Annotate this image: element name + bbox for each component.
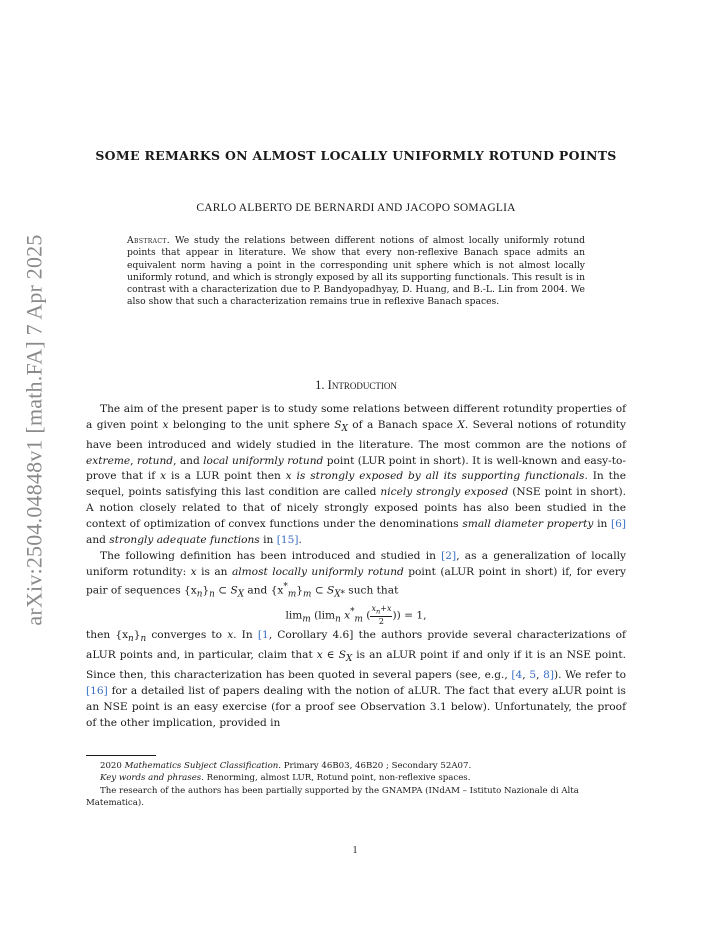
citation-link[interactable]: [4	[511, 669, 523, 682]
display-equation: $\lim_m (\lim_n$ $x^*_m$ ( $\frac{x_n+x}{2}$ )) = 1,	[285, 603, 427, 627]
citation-link[interactable]: [2]	[441, 549, 457, 562]
citation-link[interactable]: [1	[257, 629, 269, 642]
section-title: Introduction	[327, 378, 397, 392]
citation-link[interactable]: [16]	[86, 684, 108, 697]
citation-link[interactable]: 8]	[543, 669, 554, 682]
footnotes	[86, 760, 626, 809]
section-heading	[88, 378, 624, 393]
paragraph-2: The following definition has been introduced and studied in [2], as a generalization of locally uniform rotundity: x is an almost locally uniformly rotund point (aLUR point in short) if, for every pair of sequences $\{x_n\}_n$ ⊂ $S_X$ and $\{x^*_m\}_m$ ⊂ $S_{X*}$ such that	[86, 549, 626, 601]
body-text	[86, 402, 626, 731]
page-number: 1	[352, 845, 358, 856]
abstract-label: Abstract.	[127, 235, 171, 246]
footnote-msc: 2020 Mathematics Subject Classification. Primary 46B03, 46B20 ; Secondary 52A07.	[100, 761, 472, 771]
footnote-keywords: Key words and phrases. Renorming, almost LUR, Rotund point, non-reflexive spaces.	[100, 773, 471, 784]
section-number: 1.	[315, 378, 325, 392]
citation-link[interactable]: [15]	[276, 533, 299, 546]
arxiv-identifier: arXiv:2504.04848v1 [math.FA] 7 Apr 2025	[22, 234, 48, 626]
footnote-divider	[86, 755, 156, 756]
abstract	[127, 235, 585, 309]
paragraph-1: The aim of the present paper is to study some relations between different rotundity properties of a given point x belonging to the unit sphere $S_X$ of a Banach space X. Several notions of rotundity have been introduced and widely studied in the literature. The most common are the notions of extreme, rotund, and local uniformly rotund point (LUR point in short). It is well-known and easy-to-prove that if x is a LUR point then x is strongly exposed by all its supporting functionals. In the sequel, points satisfying this last condition are called nicely strongly exposed (NSE point in short). A notion closely related to that of nicely strongly exposed points has also been studied in the context of optimization of convex functions under the denominations small diameter property in [6] and strongly adequate functions in [15].	[86, 403, 627, 546]
paragraph-3: then $\{x_n\}_n$ converges to x. In [1, Corollary 4.6] the authors provide several characterizations of aLUR points and, in particular, claim that x ∈ $S_X$ is an aLUR point if and only if it is an NSE point. Since then, this characterization has been quoted in several papers (see, e.g., [4, 5, 8]). We refer to [16] for a detailed list of papers dealing with the notion of aLUR. The fact that every aLUR point is an NSE point is an easy exercise (for a proof see Observation 3.1 below). Unfortunately, the proof of the other implication, provided in	[86, 629, 626, 729]
citation-link[interactable]: [6]	[611, 518, 627, 531]
arxiv-side-stamp	[18, 216, 52, 644]
footnote-funding: The research of the authors has been partially supported by the GNAMPA (INdAM – Istituto Nazionale di Alta Matematica).	[86, 785, 579, 808]
citation-link[interactable]: 5	[529, 669, 537, 682]
paper-authors: CARLO ALBERTO DE BERNARDI AND JACOPO SOMAGLIA	[196, 202, 516, 214]
paper-title: SOME REMARKS ON ALMOST LOCALLY UNIFORMLY ROTUND POINTS	[95, 148, 617, 163]
abstract-text: We study the relations between different notions of almost locally uniformly rotund points that appear in literature. We show that every non-reflexive Banach space admits an equivalent norm having a point in the corresponding unit sphere which is not almost locally uniformly rotund, and which is strongly exposed by all its supporting functionals. This result is in contrast with a characterization due to P. Bandyopadhyay, D. Huang, and B.-L. Lin from 2004. We also show that such a characterization remains true in reflexive Banach spaces.	[127, 235, 586, 308]
